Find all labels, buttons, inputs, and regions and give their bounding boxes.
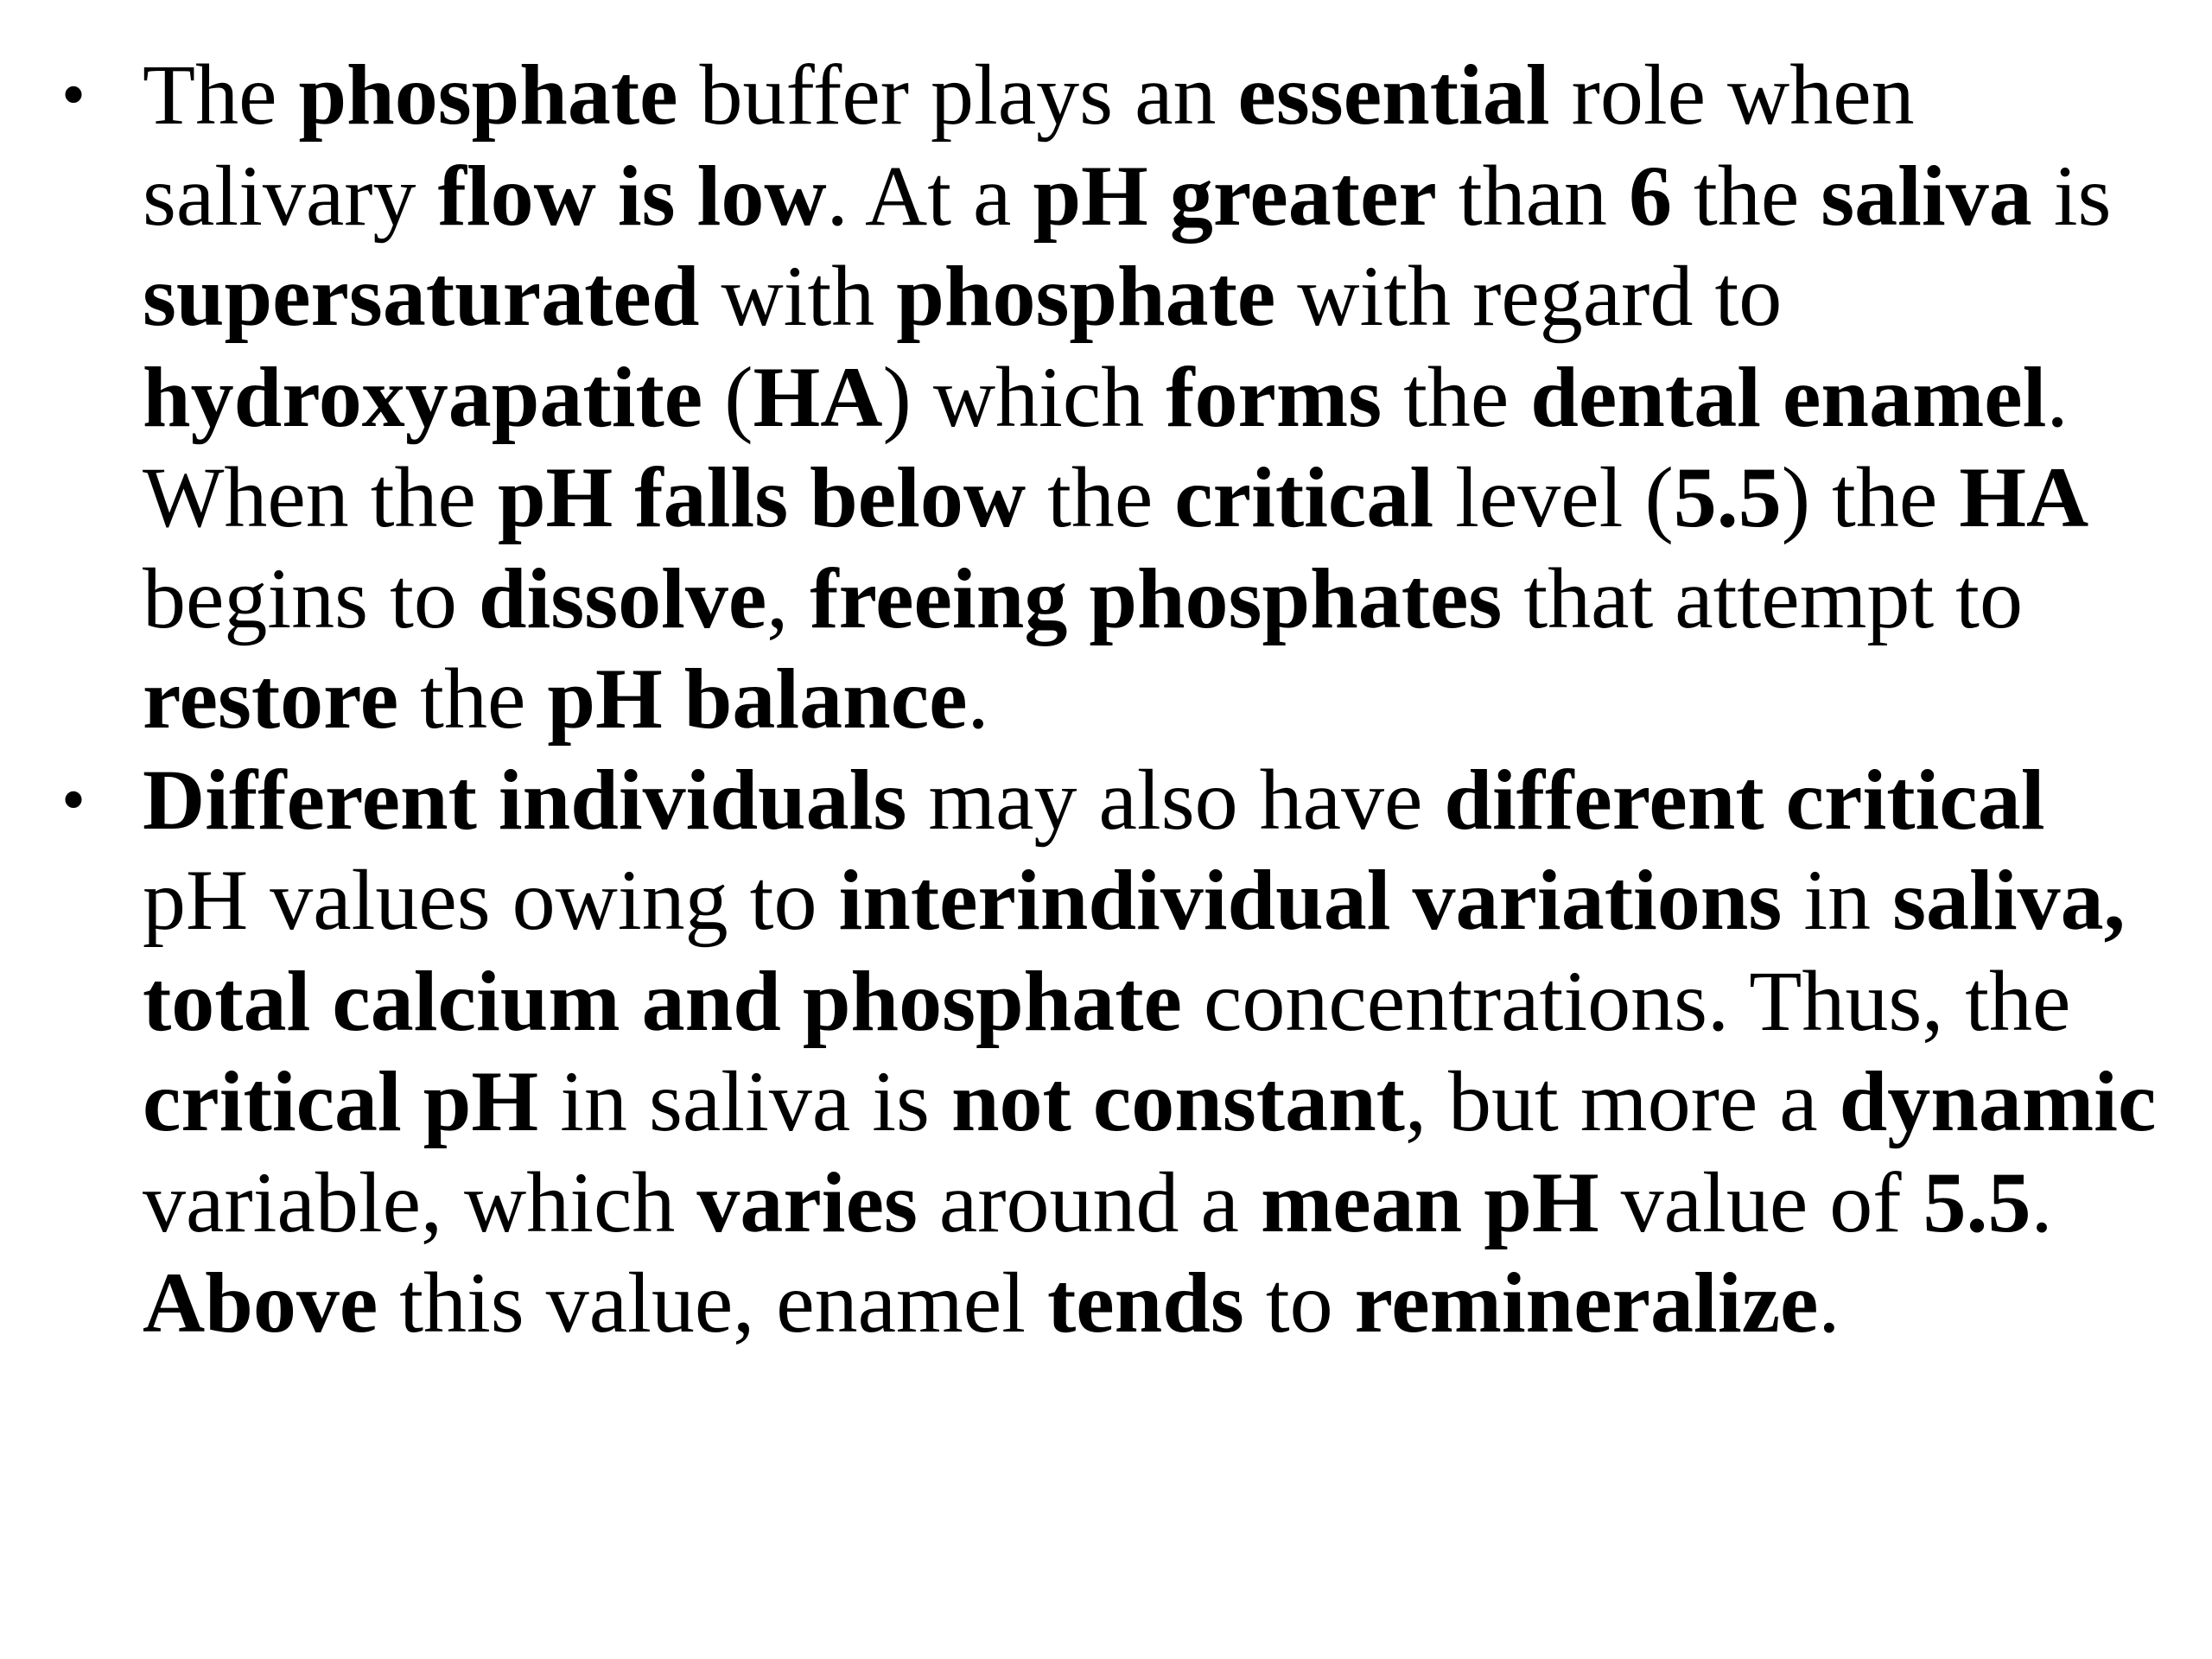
bullet-list (60, 45, 2164, 1354)
emphasized-text: hydroxyapatite (143, 348, 703, 445)
body-text: the (1026, 449, 1175, 545)
body-text: value of (1599, 1154, 1923, 1250)
emphasized-text: 6 (1629, 147, 1673, 244)
emphasized-text: dental enamel (1530, 348, 2047, 445)
body-text: the (398, 651, 548, 747)
emphasized-text: HA (1959, 449, 2089, 545)
emphasized-text: 5.5 (1923, 1154, 2031, 1250)
emphasized-text: Different individuals (143, 751, 907, 848)
emphasized-text: supersaturated (143, 248, 700, 344)
emphasized-text: pH balance (547, 651, 968, 747)
body-text: , but more a (1405, 1053, 1840, 1149)
body-text: variable, which (143, 1154, 697, 1250)
body-text: ) which (882, 348, 1166, 445)
emphasized-text: saliva, total calcium and phosphate (143, 852, 2126, 1049)
body-text: , (766, 550, 810, 646)
body-text: pH values owing to (143, 852, 839, 948)
emphasized-text: phosphate (298, 47, 678, 143)
body-text: concentrations. Thus, the (1181, 952, 2071, 1049)
emphasized-text: dynamic (1839, 1053, 2157, 1149)
body-text: . (1818, 1255, 1840, 1351)
emphasized-text: critical (1174, 449, 1434, 545)
body-text: with regard to (1275, 248, 1783, 344)
bullet-marker: • (60, 761, 86, 838)
emphasized-text: Above (143, 1255, 378, 1351)
emphasized-text: tends (1046, 1255, 1244, 1351)
emphasized-text: flow is low (437, 147, 827, 244)
bullet-item-2 (60, 750, 2164, 1354)
emphasized-text: HA (753, 348, 883, 445)
body-text: around a (917, 1154, 1261, 1250)
body-text: the (1382, 348, 1531, 445)
bullet-marker: • (60, 57, 86, 133)
emphasized-text: different critical (1444, 751, 2045, 848)
emphasized-text: essential (1237, 47, 1550, 143)
emphasized-text: restore (143, 651, 399, 747)
body-text: may also have (906, 751, 1445, 848)
body-text: than (1436, 147, 1630, 244)
emphasized-text: phosphate (896, 248, 1276, 344)
bullet-item-1 (60, 45, 2164, 750)
emphasized-text: remineralize (1354, 1255, 1819, 1351)
body-text: this value, enamel (378, 1255, 1047, 1351)
emphasized-text: not constant (950, 1053, 1405, 1149)
body-text: ) the (1781, 449, 1960, 545)
emphasized-text: freeing phosphates (810, 550, 1503, 646)
emphasized-text: mean pH (1260, 1154, 1599, 1250)
body-text: . (2031, 1154, 2053, 1250)
body-text: in (1782, 852, 1893, 948)
body-text: . At a (826, 147, 1033, 244)
emphasized-text: varies (696, 1154, 918, 1250)
body-text: ( (702, 348, 753, 445)
emphasized-text: dissolve (478, 550, 767, 646)
emphasized-text: pH falls below (497, 449, 1027, 545)
emphasized-text: pH greater (1033, 147, 1437, 244)
emphasized-text: interindividual variations (838, 852, 1783, 948)
body-text: that attempt to (1502, 550, 2023, 646)
body-text: . When the (143, 348, 2069, 545)
emphasized-text: 5.5 (1673, 449, 1782, 545)
emphasized-text: critical pH (143, 1053, 539, 1149)
body-text: is (2031, 147, 2112, 244)
body-text: role when salivary (143, 47, 1915, 244)
body-text: in saliva is (538, 1053, 951, 1149)
emphasized-text: forms (1166, 348, 1382, 445)
body-text: level ( (1433, 449, 1674, 545)
body-text: The (143, 47, 299, 143)
body-text: to (1243, 1255, 1355, 1351)
body-text: with (699, 248, 897, 344)
emphasized-text: saliva (1821, 147, 2032, 244)
body-text: the (1672, 147, 1821, 244)
body-text: begins to (143, 550, 479, 646)
body-text: buffer plays an (677, 47, 1238, 143)
body-text: . (967, 651, 989, 747)
